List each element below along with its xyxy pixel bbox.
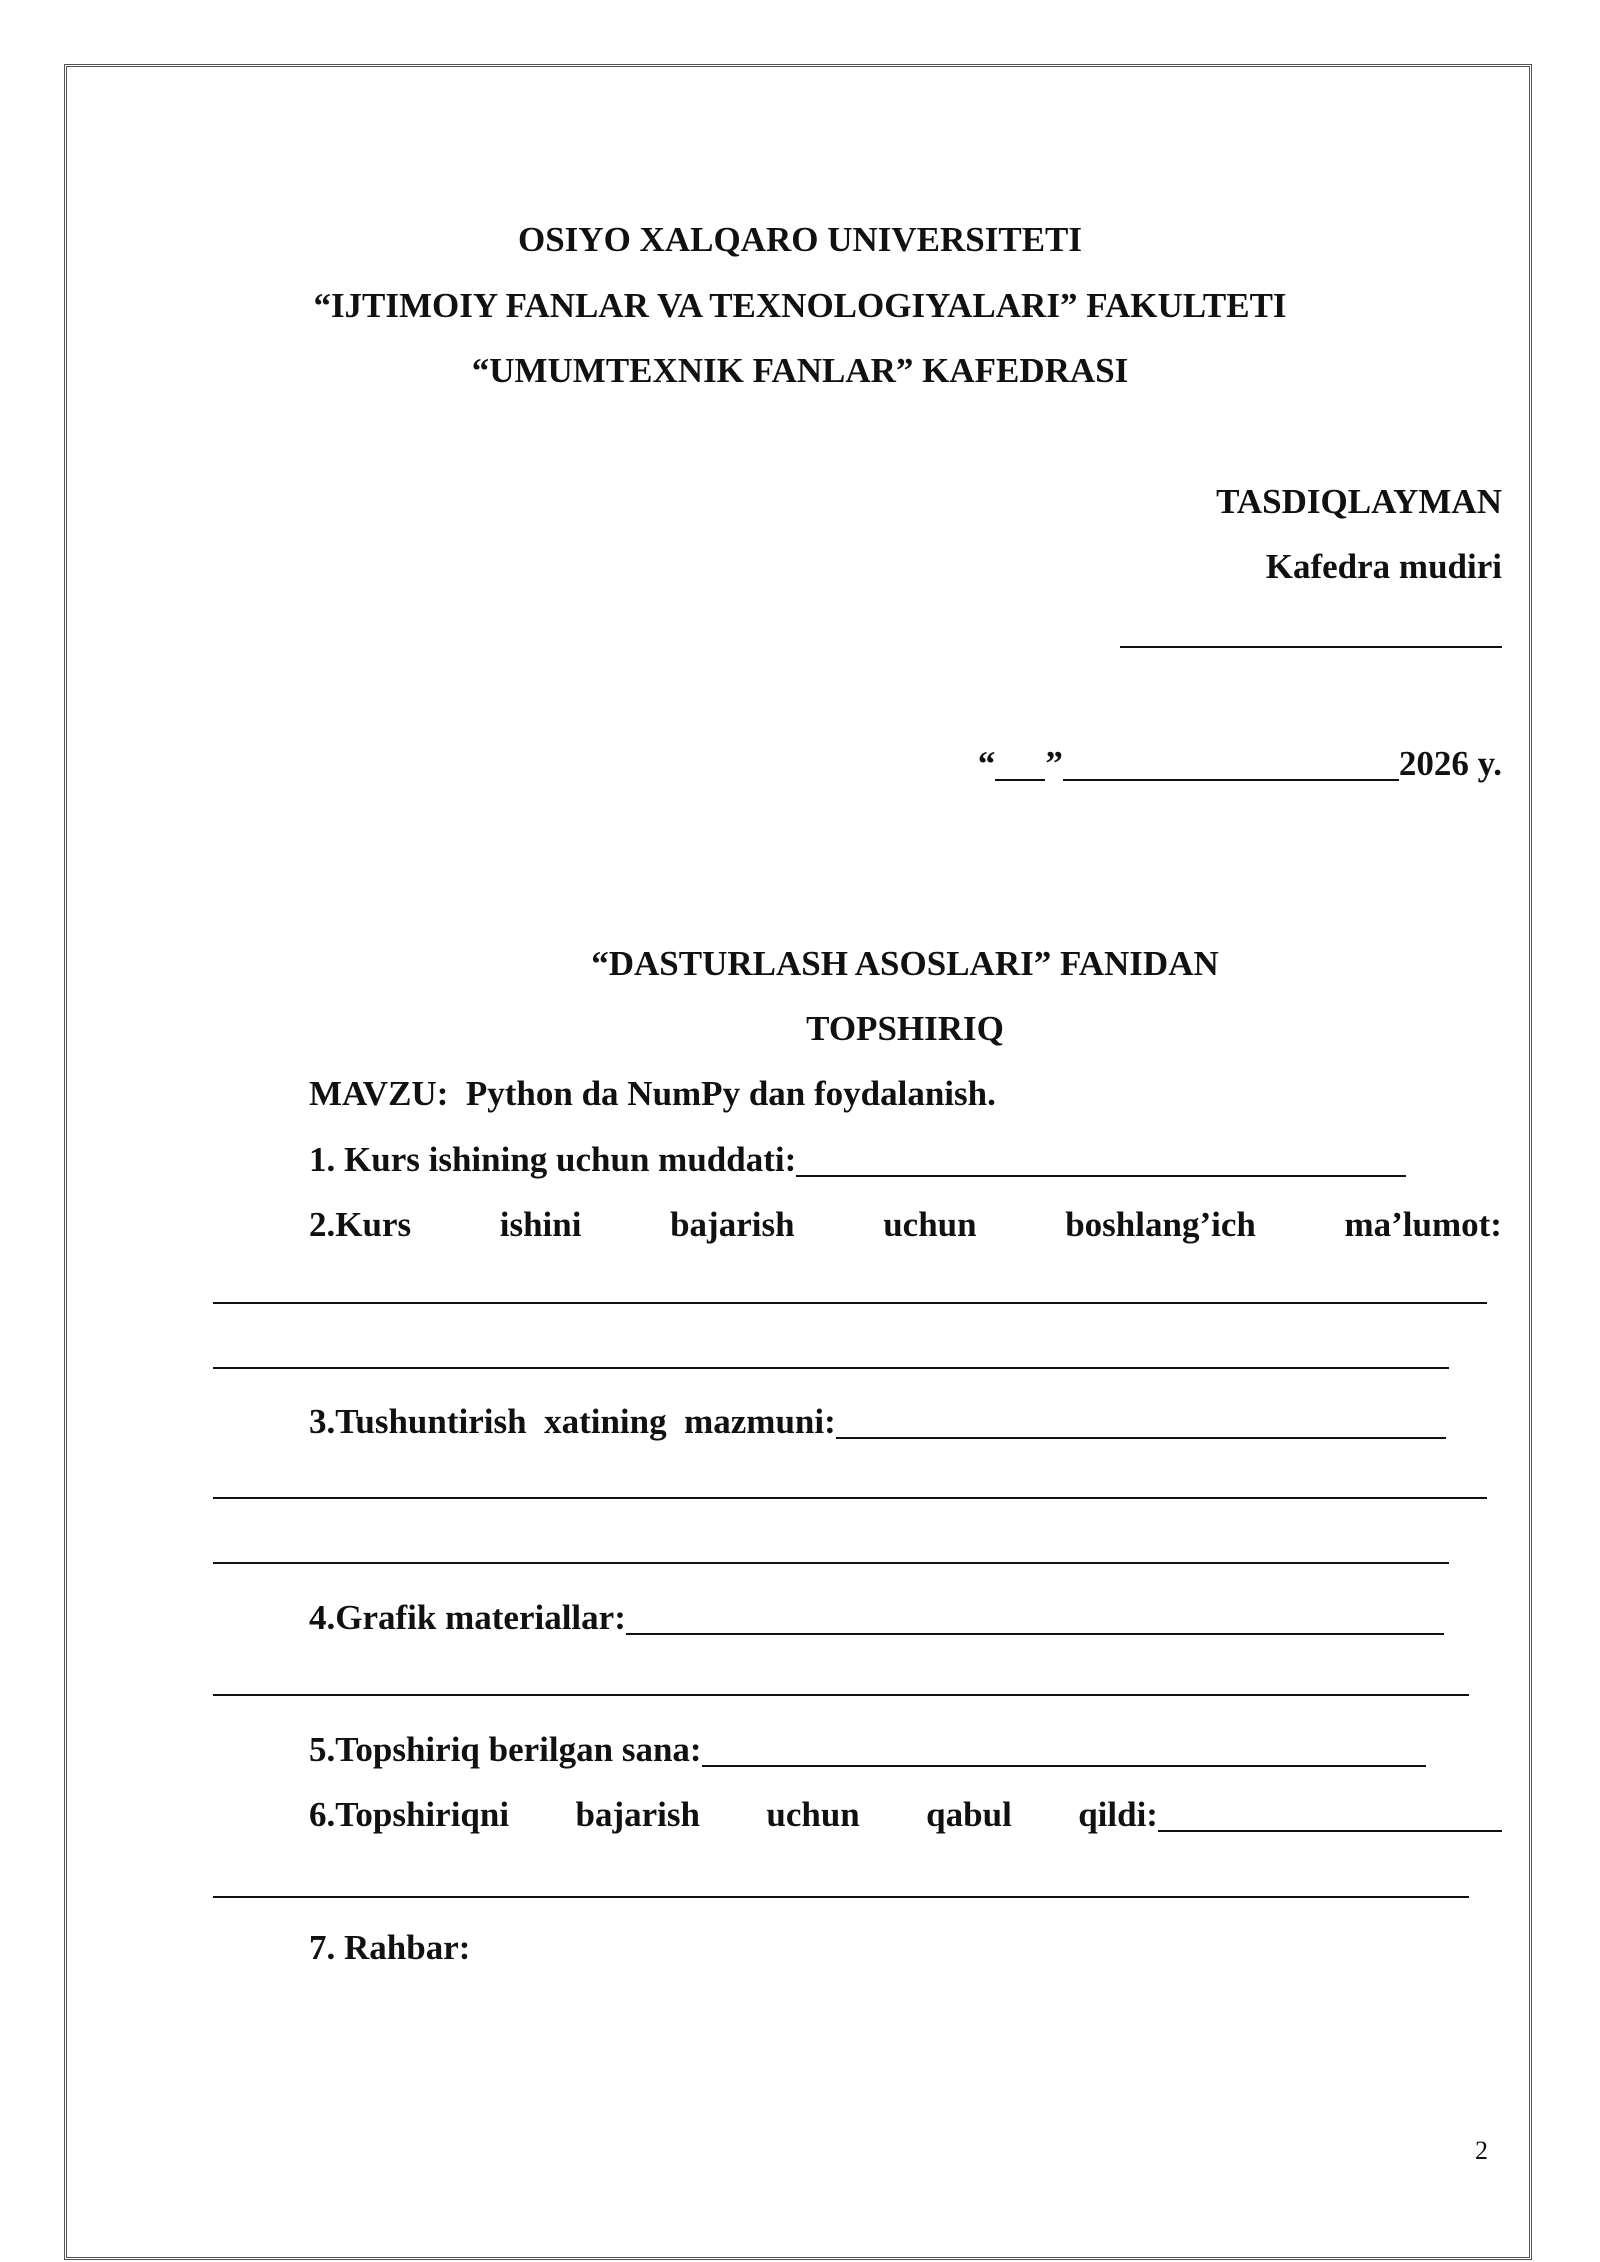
item-2-word: 2.Kurs xyxy=(309,1205,412,1244)
item-1-label: 1. Kurs ishining uchun muddati: xyxy=(309,1140,797,1179)
item-6-last xyxy=(1078,1793,1502,1837)
faculty-name: “IJTIMOIY FANLAR VA TEXNOLOGIYALARI” FAKULTETI xyxy=(313,286,1287,325)
item-3-blank-line xyxy=(213,1562,1449,1564)
date-day-blank xyxy=(995,747,1045,781)
university-name: OSIYO XALQARO UNIVERSITETI xyxy=(517,220,1083,259)
subject-title: “DASTURLASH ASOSLARI” FANIDAN xyxy=(591,944,1219,983)
item-3-label: 3.Tushuntirish xatining mazmuni: xyxy=(309,1402,836,1441)
topic-value: Python da NumPy dan foydalanish. xyxy=(465,1074,996,1113)
item-2-word: ishini xyxy=(499,1205,582,1244)
document-title: TOPSHIRIQ xyxy=(806,1009,1004,1048)
approval-position: Kafedra mudiri xyxy=(1265,547,1502,586)
topic-label: MAVZU: xyxy=(309,1074,449,1113)
approval-title: TASDIQLAYMAN xyxy=(1216,482,1502,521)
approval-signature-line xyxy=(1120,646,1502,648)
item-6 xyxy=(309,1793,1502,1837)
item-1-blank xyxy=(796,1143,1406,1177)
item-2-word: uchun xyxy=(883,1205,977,1244)
item-7-label: 7. Rahbar: xyxy=(309,1928,471,1967)
item-3 xyxy=(309,1400,1446,1444)
topic-line xyxy=(309,1072,996,1116)
item-4-blank xyxy=(626,1601,1444,1635)
date-year: 2026 y. xyxy=(1398,744,1502,783)
item-4-label: 4.Grafik materiallar: xyxy=(309,1598,626,1637)
item-2-word: bajarish xyxy=(670,1205,795,1244)
item-5-blank xyxy=(702,1733,1426,1767)
item-6-word: 6.Topshiriqni xyxy=(309,1795,510,1834)
date-open-quote: “ xyxy=(977,744,996,783)
item-6-word: qabul xyxy=(926,1795,1012,1834)
item-2-word: boshlang’ich xyxy=(1065,1205,1256,1244)
item-2-blank-line xyxy=(213,1302,1487,1304)
item-4 xyxy=(309,1596,1444,1640)
item-6-word: qildi: xyxy=(1078,1795,1158,1834)
page-number: 2 xyxy=(1475,2136,1488,2165)
item-6-word: uchun xyxy=(766,1795,860,1834)
date-close-quote: ” xyxy=(1045,744,1063,783)
item-3-blank xyxy=(836,1405,1446,1439)
item-6-word: bajarish xyxy=(575,1795,700,1834)
item-6-blank-line xyxy=(213,1896,1469,1898)
item-2-blank-line xyxy=(213,1367,1449,1369)
item-5-label: 5.Topshiriq berilgan sana: xyxy=(309,1730,702,1769)
item-1 xyxy=(309,1138,1406,1182)
date-month-blank xyxy=(1063,747,1399,781)
department-name: “UMUMTEXNIK FANLAR” KAFEDRASI xyxy=(471,351,1129,390)
item-2 xyxy=(309,1203,1502,1247)
item-6-blank xyxy=(1158,1798,1502,1832)
approval-date xyxy=(978,742,1502,786)
item-2-word: ma’lumot: xyxy=(1344,1205,1502,1244)
item-5 xyxy=(309,1728,1426,1772)
item-4-blank-line xyxy=(213,1694,1469,1696)
item-3-blank-line xyxy=(213,1497,1487,1499)
